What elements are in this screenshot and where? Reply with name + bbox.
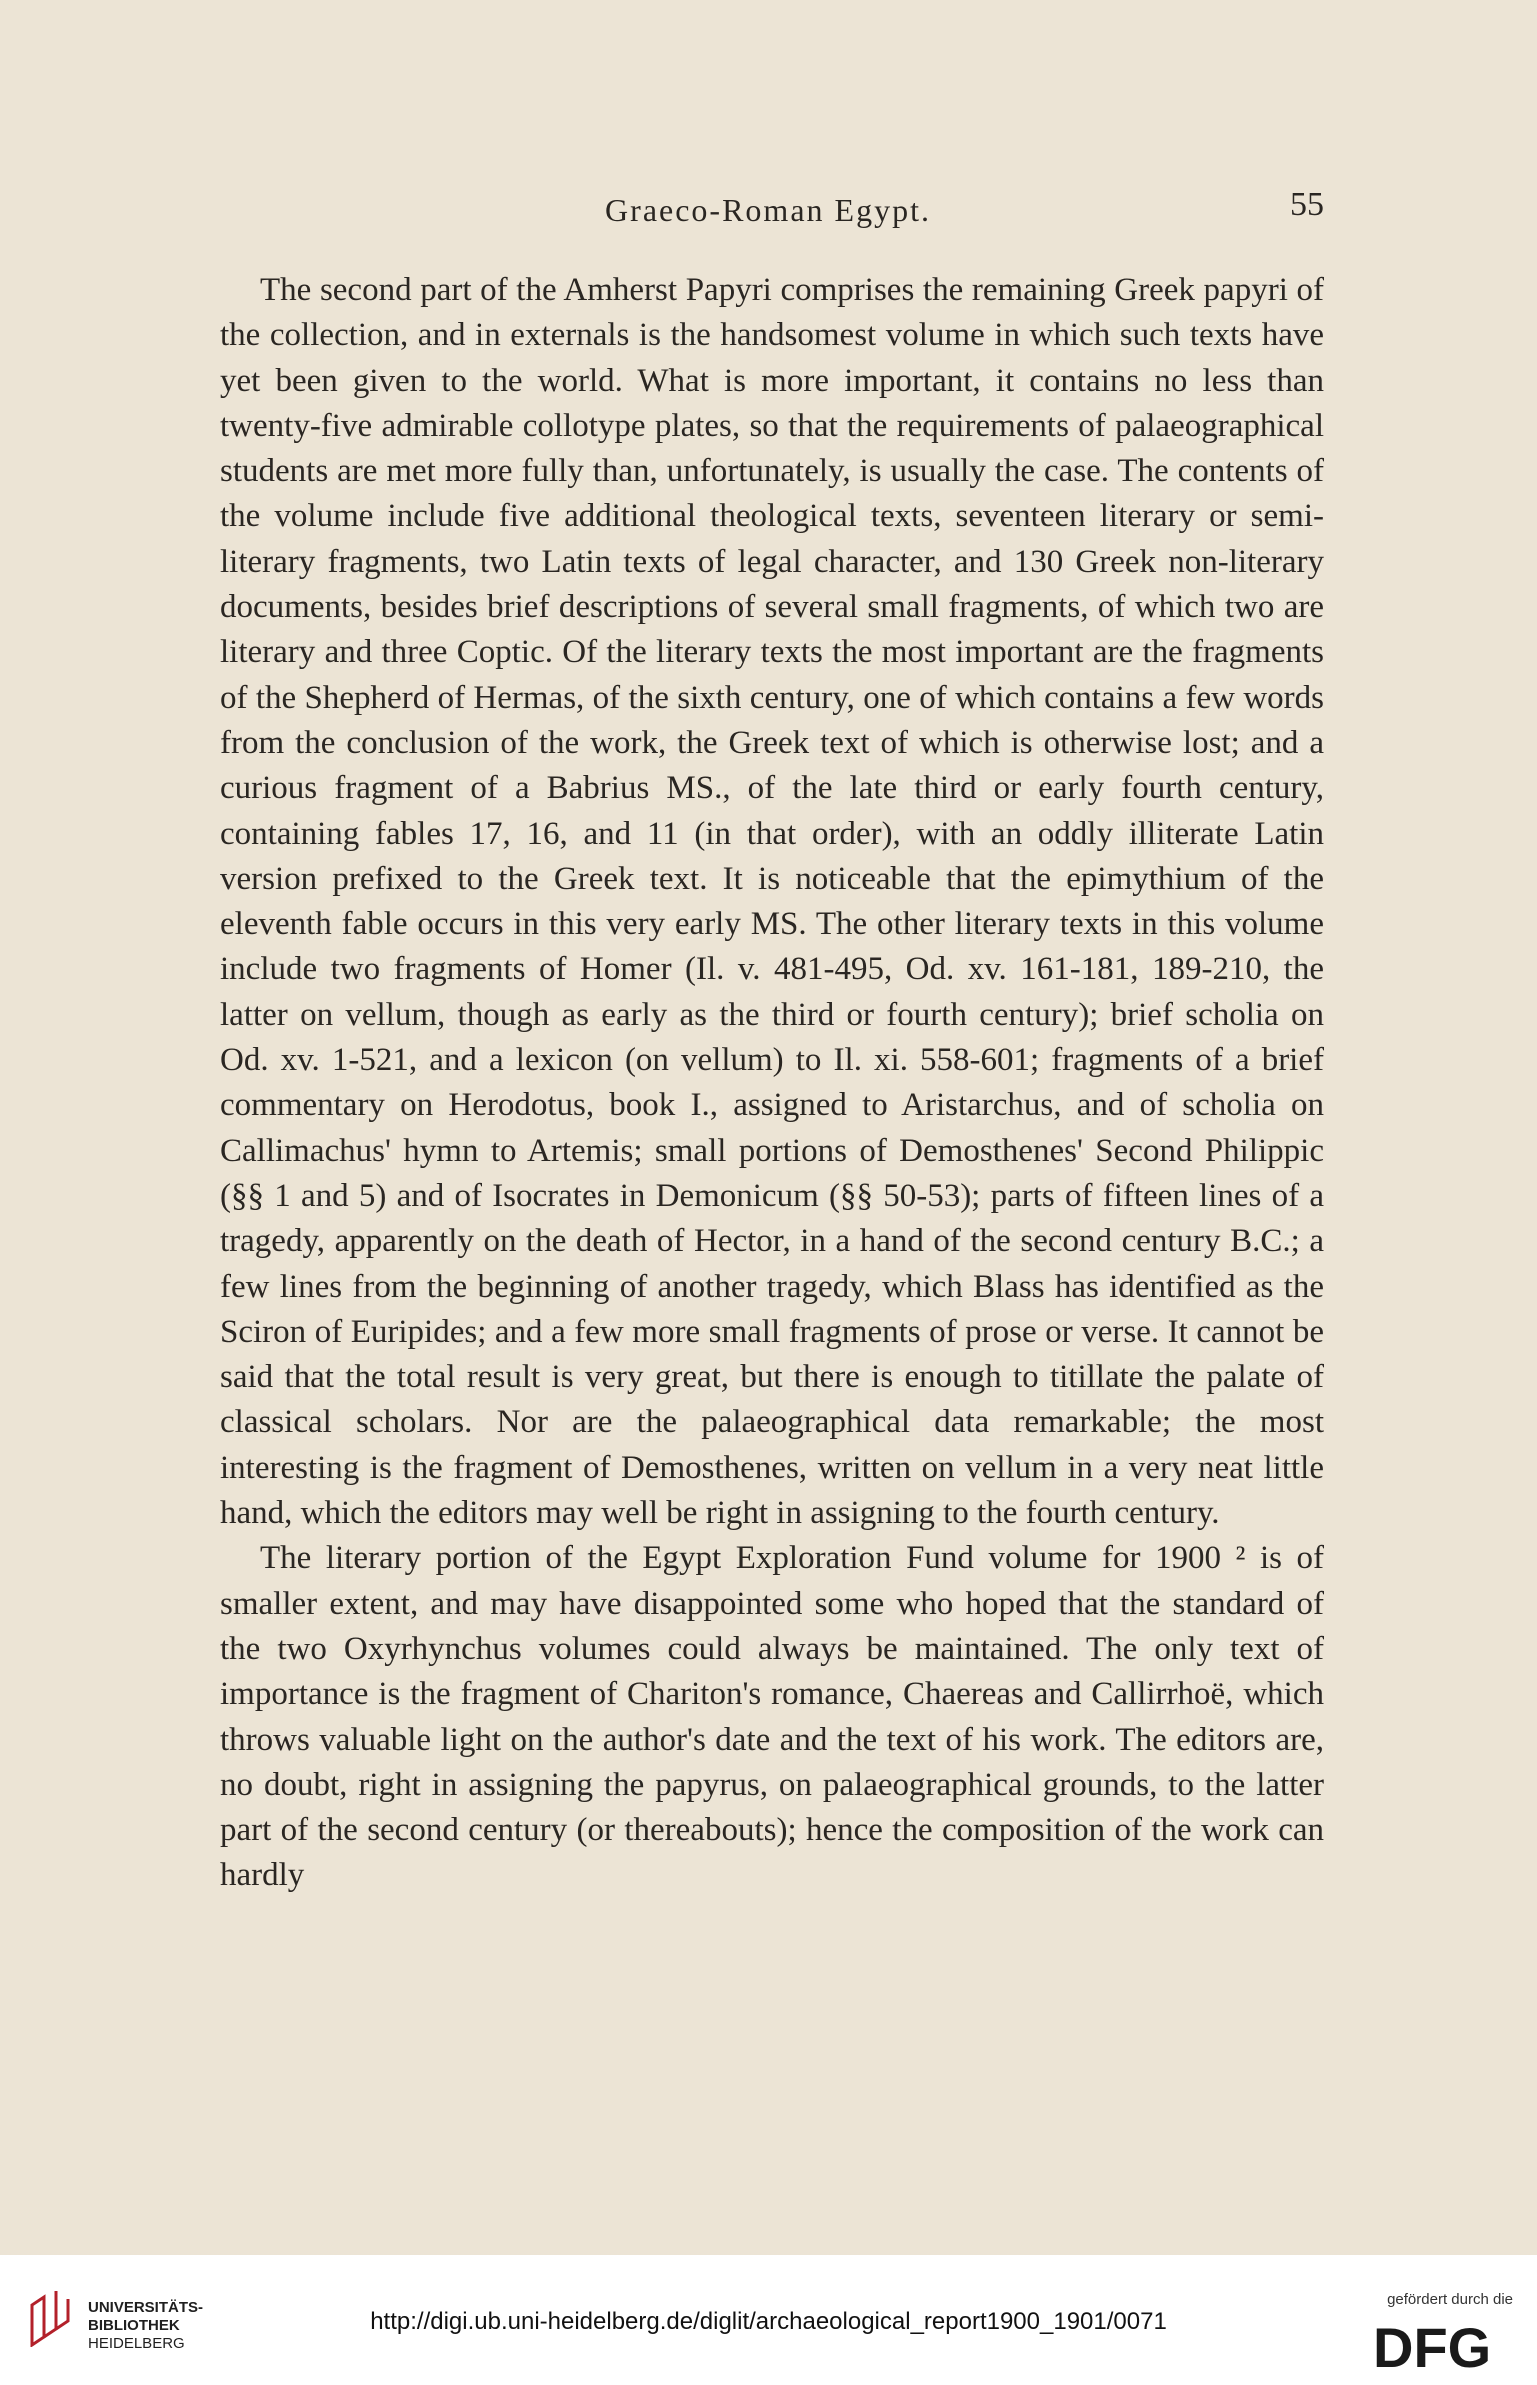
page-number: 55 [1290,186,1324,223]
permalink-url[interactable]: http://digi.ub.uni-heidelberg.de/diglit/archaeological_report1900_1901/0071 [370,2308,1167,2335]
funding-note: gefördert durch die [1387,2291,1513,2308]
dfg-logo-text: DFG [1373,2317,1492,2373]
library-name-line1: UNIVERSITÄTS- [88,2299,204,2316]
library-name-line3: HEIDELBERG [88,2335,185,2352]
paragraph-egypt-exploration-fund: The literary portion of the Egypt Exploration Fund volume for 1900 ² is of smaller extent, and may have disappointed some who hoped that the standard of the two Oxyrhynchus volumes could always be maintained. The only text of importance is the fragment of Chariton's romance, Chaereas and Callirrhoë, which throws valuable light on the author's date and the text of his work. The editors are, no doubt, right in assigning the papyrus, on palaeographical grounds, to the latter part of the second century (or thereabouts); hence the composition of the work can hardly [220,1540,1324,1894]
body-text [220,268,1324,1899]
library-name-line2: BIBLIOTHEK [88,2317,180,2334]
digitization-footer [0,2255,1537,2385]
dfg-logo-icon [1373,2317,1513,2373]
page-header [212,186,1324,244]
running-title: Graeco-Roman Egypt. [605,192,931,228]
paragraph-amherst-papyri: The second part of the Amherst Papyri comprises the remaining Greek papyri of the collection, and in externals is the handsomest volume in which such texts have yet been given to the world. What is more important, it contains no less than twenty-five admirable collotype plates, so that the requirements of palaeographical students are met more fully than, unfortunately, is usually the case. The contents of the volume include five additional theological texts, seventeen literary or semi-literary fragments, two Latin texts of legal character, and 130 Greek non-literary documents, besides brief descriptions of several small fragments, of which two are literary and three Coptic. Of the literary texts the most important are the fragments of the Shepherd of Hermas, of the sixth century, one of which contains a few words from the conclusion of the work, the Greek text of which is otherwise lost; and a curious fragment of a Babrius MS., of the late third or early fourth century, containing fables 17, 16, and 11 (in that order), with an oddly illiterate Latin version prefixed to the Greek text. It is noticeable that the epimythium of the eleventh fable occurs in this very early MS. The other literary texts in this volume include two fragments of Homer (Il. v. 481-495, Od. xv. 161-181, 189-210, the latter on vellum, though as early as the third or fourth century); brief scholia on Od. xv. 1-521, and a lexicon (on vellum) to Il. xi. 558-601; fragments of a brief commentary on Herodotus, book I., assigned to Aristarchus, and of scholia on Callimachus' hymn to Artemis; small portions of Demosthenes' Second Philippic (§§ 1 and 5) and of Isocrates in Demonicum (§§ 50-53); parts of fifteen lines of a tragedy, apparently on the death of Hector, in a hand of the second century B.C.; a few lines from the beginning of another tragedy, which Blass has identified as the Sciron of Euripides; and a few more small fragments of prose or verse. It cannot be said that the total result is very great, but there is enough to titillate the palate of classical scholars. Nor are the palaeographical data remarkable; the most interesting is the fragment of Demosthenes, written on vellum in a very neat little hand, which the editors may well be right in assigning to the fourth century. [220,272,1324,1532]
